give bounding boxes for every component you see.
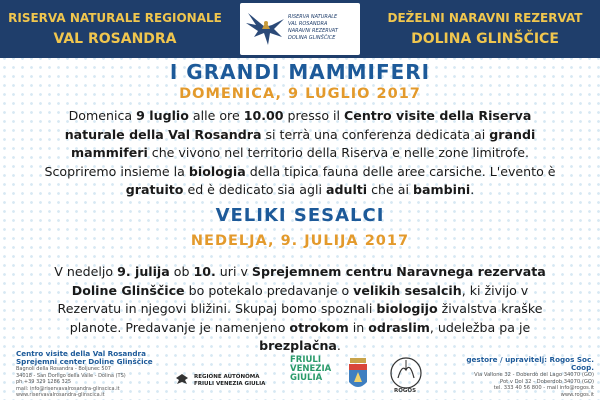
footer-left-phone: ph +39 329 1286 325 — [16, 379, 72, 385]
italian-title: I GRANDI MAMMIFERI — [169, 60, 431, 84]
header-left — [0, 8, 230, 50]
reserve-logo — [240, 3, 360, 55]
slovenian-title: VELIKI SESALCI — [215, 205, 385, 226]
sponsor-logos — [170, 356, 430, 400]
logo-text-3: NARAVNI REZERVAT — [288, 28, 338, 34]
rogos-label: ROGOS — [394, 388, 417, 394]
logo-text-1: RISERVA NATURALE — [288, 14, 338, 20]
footer-left-title-1: Centro visite della Val Rosandra — [16, 349, 146, 358]
footer-right-manager — [444, 356, 594, 398]
footer-right-website: www.rogos.it — [560, 391, 594, 398]
fvg-text-1: REGIONE AUTONOMA — [194, 374, 260, 380]
region-eagle-icon — [174, 372, 190, 388]
logo-text-4: DOLINA GLINŠČICE — [288, 35, 336, 41]
footer-right-title: gestore / upravitelj: Rogos Soc. Coop. — [466, 355, 594, 372]
header-right-line2: DOLINA GLINŠČICE — [411, 31, 559, 47]
fvg-brand-text — [290, 356, 331, 383]
footer-right-contact: tel. 333 40 56 800 - mail info@rogos.it — [493, 385, 594, 392]
crest-icon — [346, 356, 370, 396]
eagle-icon — [244, 7, 286, 51]
footer-left-address: Bagnoli della Rosandra - Boljunec 507 — [16, 366, 111, 372]
logo-text — [288, 14, 338, 42]
footer-left-email: mail: info@riservavalrosandra-glinscica.it — [16, 385, 120, 392]
rogos-icon — [388, 356, 424, 390]
municipality-crest — [346, 356, 370, 400]
fvg-brand-1: FRIULI — [290, 355, 321, 365]
footer-right-address-sl: Pot v Dol 32 - Doberdob 34070 (GO) — [500, 378, 594, 385]
footer-left-title-2: Sprejemni center Doline Glinščice — [16, 357, 153, 366]
fvg-brand-3: GIULIA — [290, 373, 323, 383]
italian-date: DOMENICA, 9 LUGLIO 2017 — [179, 86, 421, 102]
fvg-text-2: FRIULI VENEZIA GIULIA — [194, 381, 266, 387]
footer-left-website: www.riservavalrosandra-glinscica.it — [16, 392, 105, 398]
footer-left-contact — [16, 350, 156, 399]
header-left-line2: VAL ROSANDRA — [53, 31, 177, 47]
header-right — [370, 8, 600, 50]
logo-text-2: VAL ROSANDRA — [288, 21, 328, 27]
slovenian-body: V nedeljo 9. julija ob 10. uri v Sprejemnem centru Naravnega rezervata Doline Glinščice bo potekalo predavanje o velikih sesalcih, ki živijo v Rezervatu in njegovi bližini. Skupaj bomo spoznali biologijo živalstva kraške planote. Predavanje je namenjeno otrokom in odraslim, udeležba pa je brezplačna. — [54, 264, 546, 353]
footer-right-address-it: Via Vallone 32 - Doberdò del Lago 34070 (GO) — [474, 372, 594, 378]
fvg-region-text — [194, 374, 284, 388]
header-right-line1: DEŽELNI NARAVNI REZERVAT — [387, 11, 583, 25]
fvg-brand-2: VENEZIA — [290, 364, 332, 374]
fvg-brand-logo — [290, 356, 331, 383]
italian-body: Domenica 9 luglio alle ore 10.00 presso il Centro visite della Riserva naturale della Val Rosandra si terrà una conferenza dedicata ai grandi mammiferi che vivono nel territorio della Riserva e nelle zone limitrofe. Scopriremo insieme la biologia della tipica fauna delle aree carsiche. L'evento è gratuito ed è dedicato sia agli adulti che ai bambini. — [44, 108, 556, 197]
header-banner — [0, 0, 600, 58]
slovenian-date: NEDELJA, 9. JULIJA 2017 — [190, 233, 410, 249]
rogos-logo — [388, 356, 424, 394]
header-left-line1: RISERVA NATURALE REGIONALE — [8, 11, 222, 25]
footer-left-city: 34018 - San Dorligo della Valle - Dolina (TS) — [16, 372, 126, 379]
